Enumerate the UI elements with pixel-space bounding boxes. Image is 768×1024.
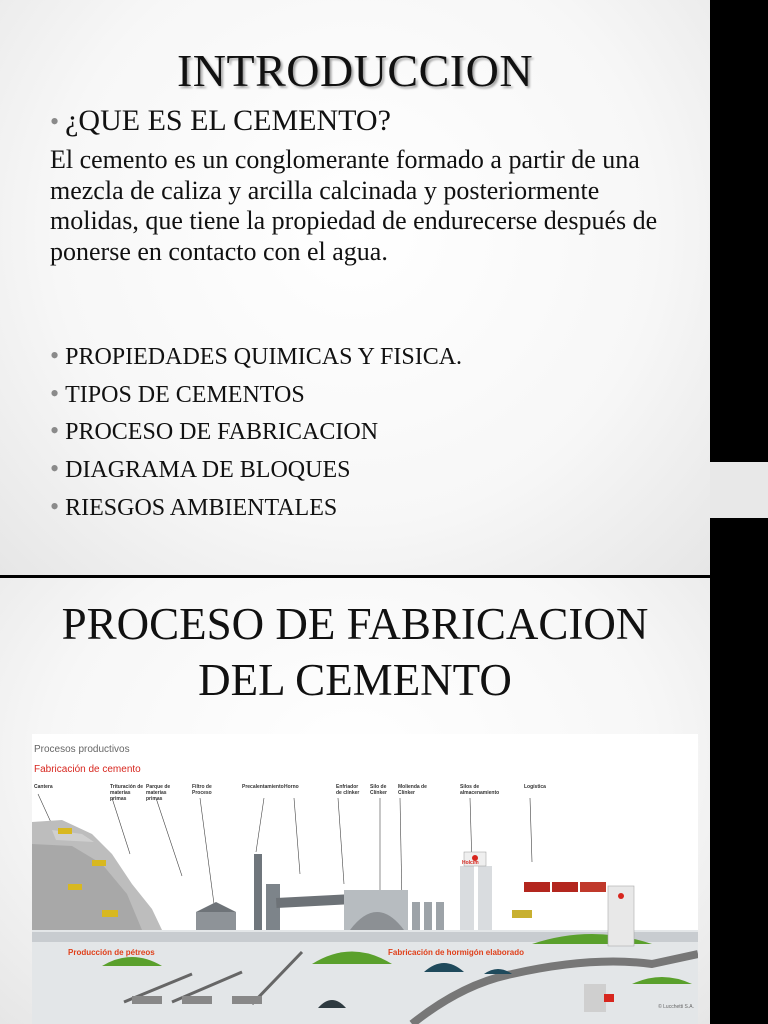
stage-label: Filtro de Proceso [192,784,212,796]
stage-label: Molienda de Clínker [398,784,427,796]
stage-label: Trituración de materias primas [110,784,144,802]
scrollbar-thumb[interactable] [710,462,768,518]
list-item-text: RIESGOS AMBIENTALES [65,494,338,521]
list-item-text: PROCESO DE FABRICACION [65,419,379,446]
stage-label: Parque de materias primas [146,784,171,802]
bullet-icon: • [50,454,60,484]
stage-label: Enfriador de clínker [336,784,360,796]
list-item-text: PROPIEDADES QUIMICAS Y FISICA. [65,344,463,370]
list-item-text: DIAGRAMA DE BLOQUES [65,457,351,484]
figure-copyright: © Lucchetti S.A. [658,1004,694,1010]
question-text: ¿QUE ES EL CEMENTO? [65,104,391,137]
stage-label: Silos de almacenamiento [460,784,500,796]
slide-title: INTRODUCCION [176,45,534,96]
question-heading [50,104,391,138]
section-label: Fabricación de hormigón elaborado [388,948,525,957]
definition-paragraph: El cemento es un conglomerante formado a partir de una mezcla de caliza y arcilla calcinada y posteriormente molidas, que tiene la propiedad de endurecerse después de ponerse en contacto con el agua. [50,145,658,266]
list-item [50,489,462,527]
topic-list [50,338,462,527]
slide-proceso [0,578,710,1024]
slide-title [0,596,710,708]
bullet-icon: • [50,416,60,446]
stage-label: Horno [284,784,299,790]
bullet-icon: • [50,491,60,521]
bullet-icon: • [50,107,60,136]
figure-header: Procesos productivos [34,744,130,755]
stage-label: Silo de Clínker [370,784,387,796]
holcim-logo: Holcim [462,860,479,866]
bullet-icon: • [50,378,60,408]
process-illustration [32,734,698,1024]
factory-illustration [32,734,698,1024]
list-item [50,413,462,451]
title-line-2: DEL CEMENTO [198,655,512,705]
figure-subheader: Fabricación de cemento [34,764,141,775]
stage-label: Logística [524,784,546,790]
title-line-1: PROCESO DE FABRICACION [61,599,649,649]
list-item-text: TIPOS DE CEMENTOS [65,381,305,408]
list-item [50,376,462,414]
section-label: Producción de pétreos [68,948,155,957]
bullet-icon: • [50,341,60,370]
list-item [50,451,462,489]
stage-label: Cantera [34,784,53,790]
stage-label: Precalentamiento [242,784,284,790]
list-item [50,338,462,376]
